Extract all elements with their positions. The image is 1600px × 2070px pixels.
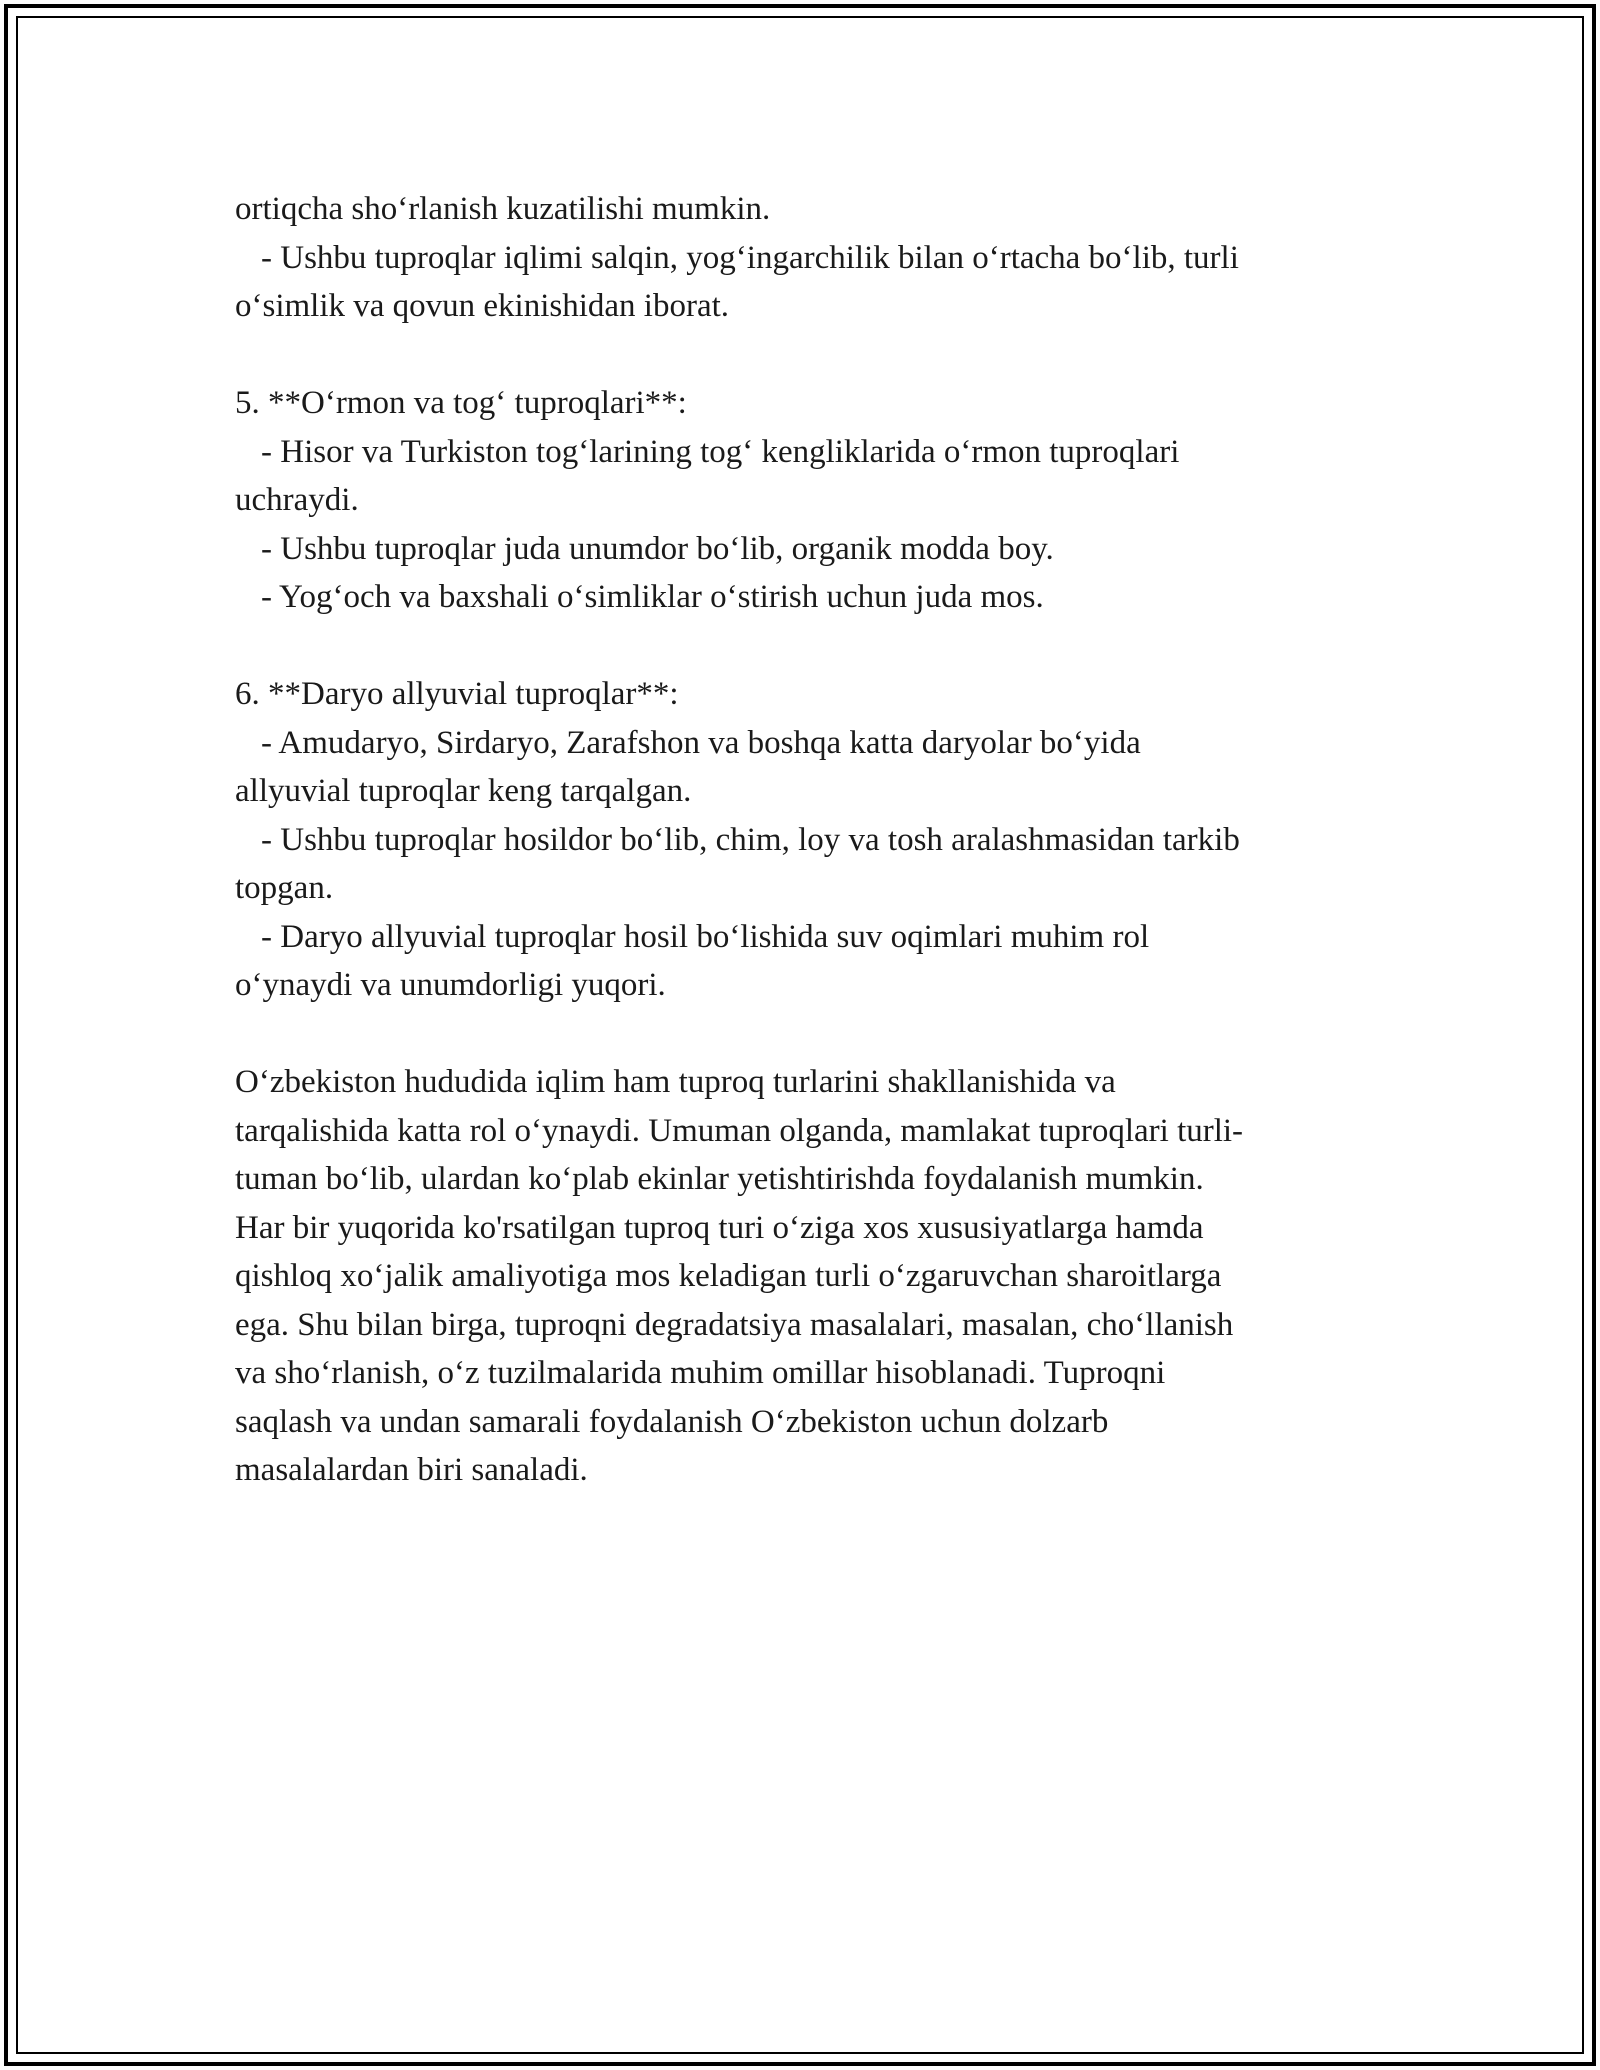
bullet-line: - Ushbu tuproqlar hosildor bo‘lib, chim, loy va tosh aralashmasidan tarkib [261, 821, 1240, 858]
section-heading-5: 5. **O‘rmon va tog‘ tuproqlari**: [235, 385, 687, 421]
bullet-line: - Amudaryo, Sirdaryo, Zarafshon va boshqa katta daryolar bo‘yida [261, 724, 1141, 761]
blank-line [235, 1010, 1365, 1059]
conclusion-line: va sho‘rlanish, o‘z tuzilmalarida muhim omillar hisoblanadi. Tuproqni [235, 1355, 1166, 1391]
text-line: ortiqcha sho‘rlanish kuzatilishi mumkin. [235, 191, 771, 227]
text-line: o‘simlik va qovun ekinishidan iborat. [235, 288, 730, 324]
conclusion-line: Har bir yuqorida ko'rsatilgan tuproq turi o‘ziga xos xususiyatlarga hamda [235, 1209, 1204, 1246]
conclusion-line: O‘zbekiston hududida iqlim ham tuproq turlarini shakllanishida va [235, 1064, 1116, 1100]
blank-line [235, 331, 1365, 380]
conclusion-line: qishloq xo‘jalik amaliyotiga mos keladigan turli o‘zgaruvchan sharoitlarga [235, 1258, 1222, 1294]
bullet-line: - Ushbu tuproqlar juda unumdor bo‘lib, organik modda boy. [261, 530, 1054, 567]
conclusion-line: saqlash va undan samarali foydalanish O‘zbekiston uchun dolzarb [235, 1403, 1109, 1440]
section-heading-6: 6. **Daryo allyuvial tuproqlar**: [235, 676, 679, 712]
bullet-line: - Daryo allyuvial tuproqlar hosil bo‘lishida suv oqimlari muhim rol [261, 918, 1150, 955]
bullet-line: - Ushbu tuproqlar iqlimi salqin, yog‘ingarchilik bilan o‘rtacha bo‘lib, turli [261, 239, 1239, 276]
text-line: allyuvial tuproqlar keng tarqalgan. [235, 773, 692, 809]
conclusion-line: masalalardan biri sanaladi. [235, 1452, 588, 1488]
bullet-line: - Yog‘och va baxshali o‘simliklar o‘stirish uchun juda mos. [261, 579, 1044, 615]
blank-line [235, 622, 1365, 671]
text-line: topgan. [235, 870, 334, 906]
conclusion-line: tarqalishida katta rol o‘ynaydi. Umuman olganda, mamlakat tuproqlari turli- [235, 1112, 1244, 1149]
conclusion-line: ega. Shu bilan birga, tuproqni degradatsiya masalalari, masalan, cho‘llanish [235, 1306, 1234, 1343]
conclusion-line: tuman bo‘lib, ulardan ko‘plab ekinlar yetishtirishda foydalanish mumkin. [235, 1161, 1204, 1197]
text-line: uchraydi. [235, 482, 359, 518]
text-line: o‘ynaydi va unumdorligi yuqori. [235, 967, 666, 1003]
bullet-line: - Hisor va Turkiston tog‘larining tog‘ kengliklarida o‘rmon tuproqlari [261, 433, 1180, 470]
document-body [235, 185, 1365, 1495]
